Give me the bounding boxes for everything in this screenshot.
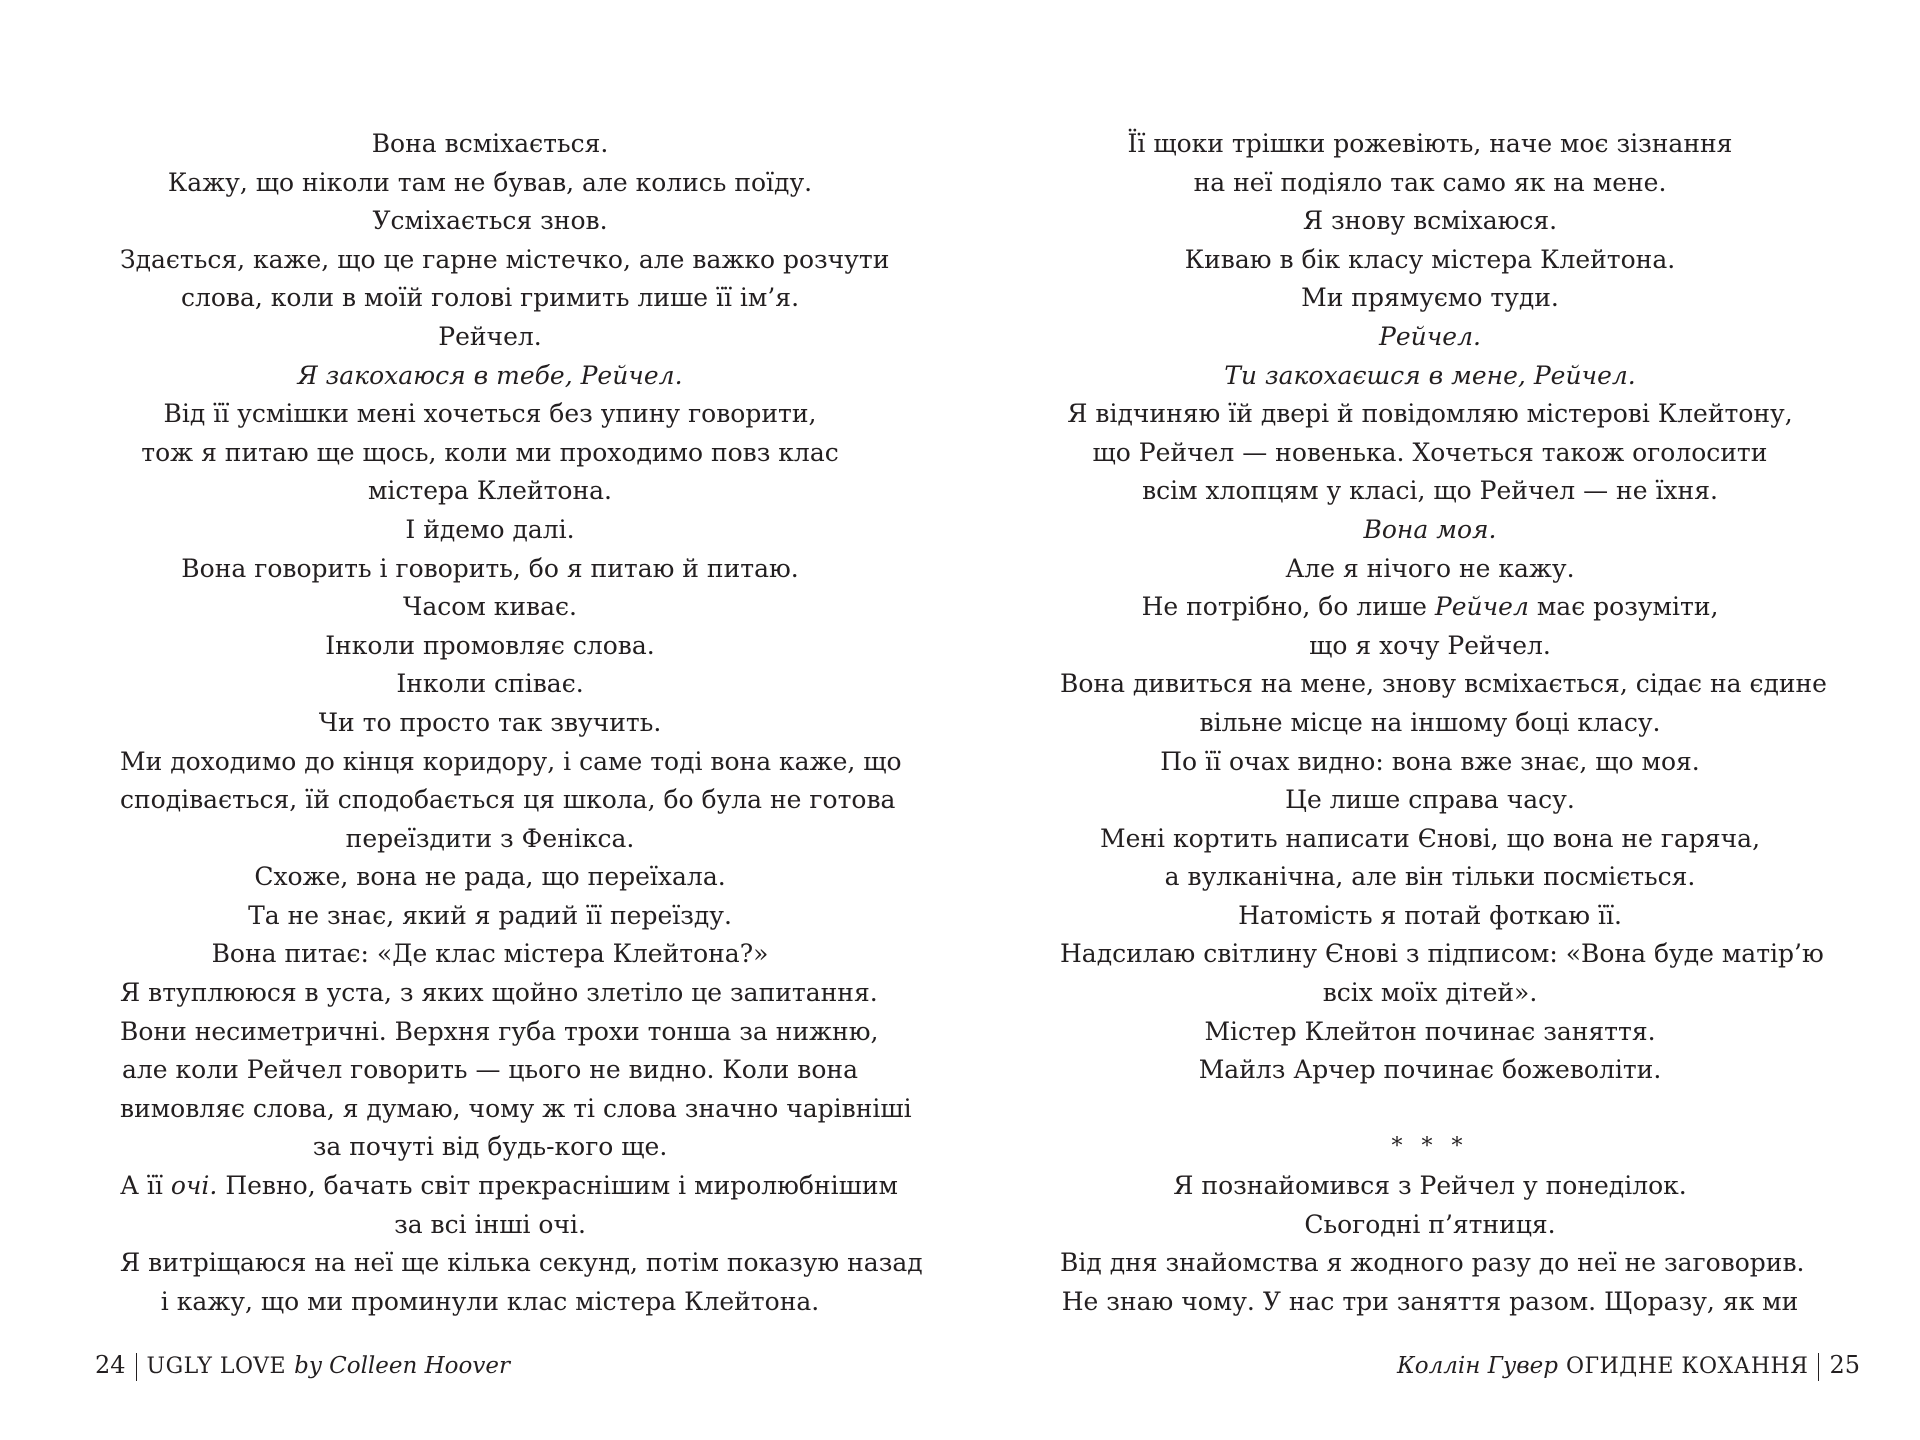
text-line: Надсилаю світлину Єнові з підписом: «Вона буде матір’ю: [1060, 939, 1824, 969]
text-line: Від її усмішки мені хочеться без упину говорити,: [163, 399, 817, 429]
text-segment: Певно, бачать світ прекраснішим і миролюбнішим: [225, 1171, 898, 1201]
text-line: містера Клейтона.: [367, 476, 612, 506]
text-line: за всі інші очі.: [394, 1209, 586, 1239]
text-line: Інколи співає.: [396, 669, 584, 699]
text-line-mixed: [120, 1167, 898, 1206]
book-author: Коллін Гувер: [1396, 1353, 1559, 1379]
text-segment: А її: [120, 1171, 163, 1201]
text-line: і кажу, що ми проминули клас містера Клейтона.: [160, 1286, 820, 1316]
text-line: вимовляє слова, я думаю, чому ж ті слова значно чарівніші: [120, 1093, 912, 1123]
text-line: Це лише справа часу.: [1285, 785, 1575, 815]
text-line: тож я питаю ще щось, коли ми проходимо повз клас: [141, 437, 839, 467]
text-line: Її щоки трішки рожевіють, наче моє зізнання: [1127, 129, 1733, 158]
page-number: 25: [1829, 1351, 1860, 1379]
text-line: сподівається, їй сподобається ця школа, бо була не готова: [120, 785, 896, 815]
italic-text: Рейчел.: [1379, 321, 1481, 351]
text-line: Часом киває.: [403, 592, 577, 622]
page-number: 24: [95, 1351, 126, 1379]
italic-text: Ти закохаєшся в мене, Рейчел.: [1224, 360, 1636, 390]
folio-divider: [136, 1353, 137, 1381]
text-line: Вона дивиться на мене, знову всміхається, сідає на єдине: [1060, 669, 1827, 699]
text-line: Але я нічого не кажу.: [1285, 553, 1575, 583]
text-segment: має розуміти,: [1536, 592, 1719, 622]
text-line-italic: [1060, 318, 1800, 357]
text-line: По її очах видно: вона вже знає, що моя.: [1160, 746, 1700, 776]
text-line: Мені кортить написати Єнові, що вона не гаряча,: [1099, 823, 1761, 853]
text-line: переїздити з Фенікса.: [345, 823, 635, 853]
section-separator: * * *: [1391, 1134, 1469, 1160]
book-author: by Colleen Hoover: [294, 1353, 510, 1379]
text-line: за почуті від будь-кого ще.: [312, 1132, 668, 1162]
text-line: Рейчел.: [438, 321, 542, 351]
left-page-text: [120, 125, 923, 1321]
text-line: всіх моїх дітей».: [1322, 978, 1538, 1008]
text-line: Ми доходимо до кінця коридору, і саме тоді вона каже, що: [120, 746, 902, 776]
text-line: Я знову всміхаюся.: [1302, 206, 1558, 236]
text-line: Натомість я потай фоткаю її.: [1238, 900, 1622, 930]
text-line: що Рейчел — новенька. Хочеться також оголосити: [1092, 437, 1768, 467]
text-line: Вона говорить і говорить, бо я питаю й питаю.: [181, 553, 799, 583]
text-line: Я відчиняю їй двері й повідомляю містерові Клейтону,: [1067, 399, 1793, 429]
text-line: Киваю в бік класу містера Клейтона.: [1184, 244, 1676, 274]
left-page-footer: [95, 1350, 518, 1382]
text-line-italic: [1060, 357, 1800, 396]
text-line: Майлз Арчер починає божеволіти.: [1198, 1055, 1662, 1085]
right-page-text: [1060, 125, 1827, 1321]
text-line: Вона питає: «Де клас містера Клейтона?»: [211, 939, 769, 969]
text-line: Від дня знайомства я жодного разу до неї не заговорив.: [1060, 1248, 1805, 1278]
text-line: Кажу, що ніколи там не бував, але колись поїду.: [167, 167, 813, 197]
text-line: але коли Рейчел говорить — цього не видно. Коли вона: [122, 1055, 858, 1085]
book-title: ОГИДНЕ КОХАННЯ: [1566, 1354, 1809, 1379]
right-page-footer: [1389, 1350, 1860, 1382]
text-line-italic: [1060, 511, 1800, 550]
book-title: UGLY LOVE: [146, 1354, 287, 1379]
text-line: Здається, каже, що це гарне містечко, але важко розчути: [120, 244, 890, 274]
italic-text: Вона моя.: [1363, 514, 1497, 544]
text-line: Я втуплююся в уста, з яких щойно злетіло це запитання.: [120, 978, 878, 1008]
text-line: Вона всміхається.: [371, 129, 609, 158]
right-page: [960, 0, 1920, 1440]
blank-line: [1060, 1090, 1800, 1129]
text-line: Вони несиметричні. Верхня губа трохи тонша за нижню,: [120, 1016, 879, 1046]
italic-text: очі.: [170, 1171, 218, 1201]
text-line: Не знаю чому. У нас три заняття разом. Щоразу, як ми: [1061, 1286, 1799, 1316]
text-line-italic: [120, 357, 860, 396]
text-line: Містер Клейтон починає заняття.: [1204, 1016, 1656, 1046]
text-line: Схоже, вона не рада, що переїхала.: [254, 862, 726, 892]
text-line: всім хлопцям у класі, що Рейчел — не їхня.: [1142, 476, 1718, 506]
text-line: слова, коли в моїй голові гримить лише її ім’я.: [180, 283, 800, 313]
italic-text: Рейчел: [1434, 592, 1529, 622]
text-line: що я хочу Рейчел.: [1309, 630, 1551, 660]
text-line: Інколи промовляє слова.: [325, 630, 655, 660]
text-line: Я познайомився з Рейчел у понеділок.: [1173, 1171, 1687, 1201]
text-line: вільне місце на іншому боці класу.: [1199, 707, 1661, 737]
italic-text: Я закохаюся в тебе, Рейчел.: [297, 360, 683, 390]
text-line: Я витріщаюся на неї ще кілька секунд, потім показую назад: [120, 1248, 923, 1278]
text-line: на неї подіяло так само як на мене.: [1193, 167, 1667, 197]
text-line: Сьогодні п’ятниця.: [1304, 1209, 1556, 1239]
folio-divider: [1818, 1353, 1819, 1381]
text-line: Та не знає, який я радий її переїзду.: [248, 900, 732, 930]
text-line: І йдемо далі.: [405, 514, 575, 544]
text-line: Ми прямуємо туди.: [1301, 283, 1559, 313]
text-line: Усміхається знов.: [372, 206, 608, 236]
text-segment: Не потрібно, бо лише: [1141, 592, 1427, 622]
text-line: Чи то просто так звучить.: [318, 707, 662, 737]
text-line-mixed: [1060, 588, 1800, 627]
text-line: а вулканічна, але він тільки посміється.: [1164, 862, 1696, 892]
